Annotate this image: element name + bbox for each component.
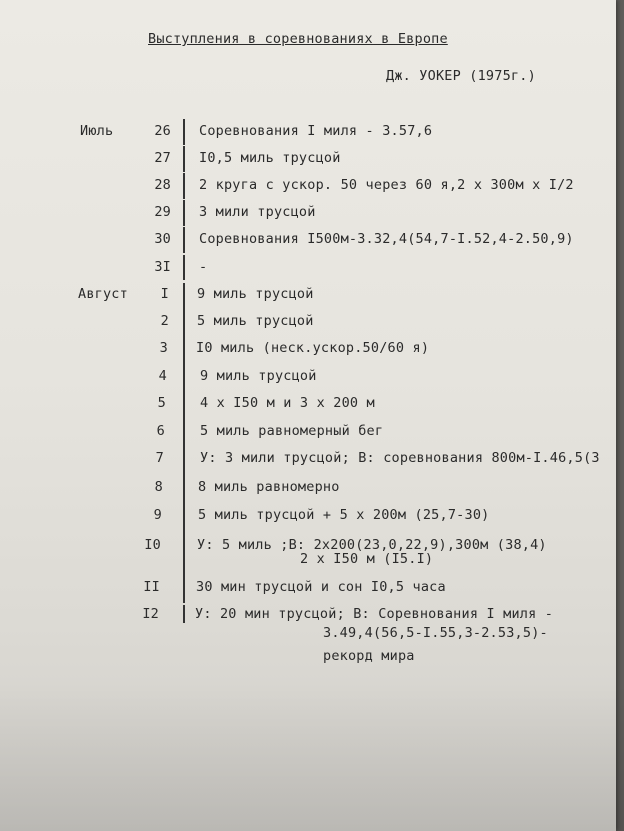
training-entry: 5 миль трусцой [197,313,314,329]
separator-line [183,605,185,623]
separator-line [183,227,185,253]
training-entry: 3 мили трусцой [199,204,316,220]
training-entry: 9 миль трусцой [200,368,317,384]
day-number: I0 [144,537,161,553]
training-entry: 4 х I50 м и 3 х 200 м [200,395,375,411]
training-entry-continuation: рекорд мира [323,648,415,664]
separator-line [183,255,185,280]
training-entry: У: 5 миль ;В: 2х200(23,0,22,9),300м (38,4) [197,537,547,553]
day-number: 6 [156,423,165,439]
training-entry: 30 мин трусцой и сон I0,5 часа [196,579,446,595]
month-label-july: Июль [80,123,114,139]
day-number: 26 [154,123,171,139]
day-number: 27 [154,150,171,166]
day-number: 7 [155,450,164,466]
separator-line [183,200,185,226]
day-number: 4 [158,368,167,384]
day-number: 8 [154,479,163,495]
month-label-august: Август [78,286,128,302]
day-number: I2 [142,606,159,622]
training-entry: 5 миль трусцой + 5 х 200м (25,7-30) [198,507,490,523]
training-entry-continuation: 3.49,4(56,5-I.55,3-2.53,5)- [323,625,548,641]
separator-line [183,119,185,145]
day-number: 3 [159,340,168,356]
day-number: 2 [160,313,169,329]
training-entry: - [199,259,208,275]
day-number: I [160,286,169,302]
document-title: Выступления в соревнованиях в Европе [148,31,448,47]
day-number: 28 [154,177,171,193]
separator-line [183,283,185,603]
training-entry: Соревнования I миля - 3.57,6 [199,123,433,139]
day-number: II [143,579,160,595]
day-number: 5 [157,395,166,411]
page-shadow [0,681,624,831]
separator-line [183,173,185,199]
training-entry: 2 круга с ускор. 50 через 60 я,2 х 300м х I/2 [199,177,574,193]
training-entry: I0 миль (неск.ускор.50/60 я) [196,340,430,356]
training-entry: У: 20 мин трусцой; В: Соревнования I миля - [195,606,554,622]
training-entry: Соревнования I500м-3.32,4(54,7-I.52,4-2.50,9) [199,231,574,247]
day-number: 3I [154,259,171,275]
day-number: 30 [154,231,171,247]
training-entry-continuation: 2 х I50 м (I5.I) [300,551,434,567]
day-number: 29 [154,204,171,220]
separator-line [183,146,185,172]
day-number: 9 [153,507,162,523]
training-entry: I0,5 миль трусцой [199,150,341,166]
training-entry: У: 3 мили трусцой; В: соревнования 800м-I.46,5(3 [200,450,600,466]
training-entry: 8 миль равномерно [198,479,340,495]
document-author: Дж. УОКЕР (1975г.) [386,68,536,84]
training-entry: 9 миль трусцой [197,286,314,302]
training-entry: 5 миль равномерный бег [200,423,384,439]
